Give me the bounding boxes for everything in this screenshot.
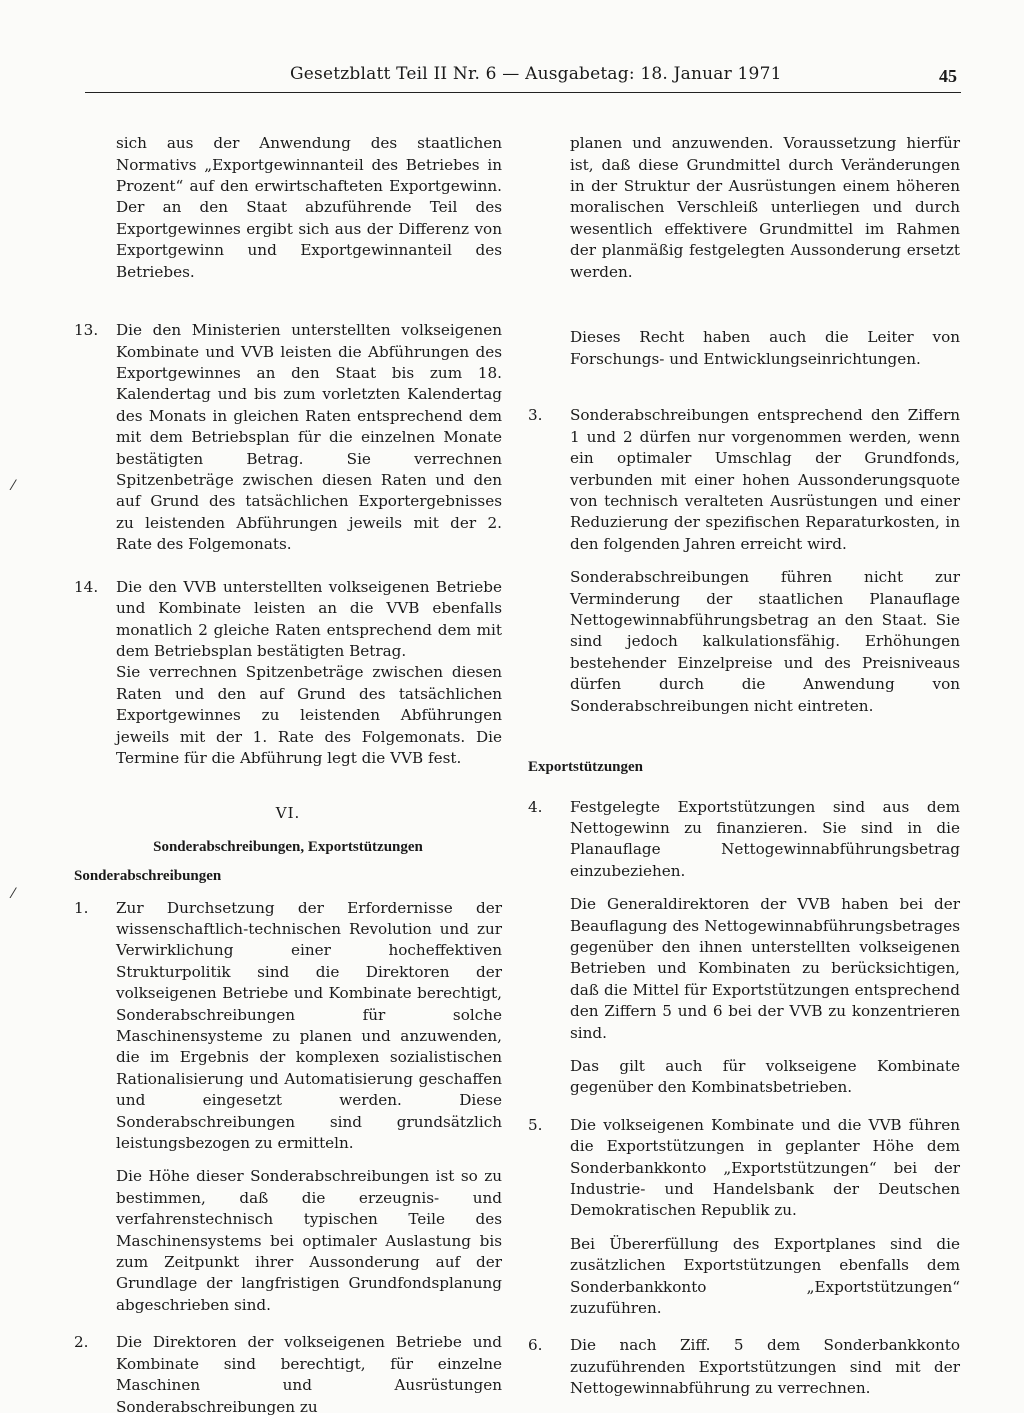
continued-paragraph-2: Dieses Recht haben auch die Leiter von Forschungs- und Entwicklungseinrichtungen. bbox=[570, 328, 960, 368]
item-number: 2. bbox=[74, 1333, 89, 1352]
header-title: Gesetzblatt Teil II Nr. 6 — Ausgabetag: 18. Januar 1971 bbox=[290, 64, 782, 84]
margin-pencil-mark: ⁄ bbox=[12, 478, 15, 494]
item-text: Die nach Ziff. 5 dem Sonderbankkonto zuzuführenden Exportstützungen sind mit der Nettogewinnabführung zu verrechnen. bbox=[570, 1336, 960, 1398]
item-2 bbox=[74, 1332, 502, 1418]
item-number: 1. bbox=[74, 898, 89, 917]
item-4 bbox=[528, 797, 960, 1099]
item-number: 13. bbox=[74, 321, 99, 340]
subheading-sonderabschreibungen: Sonderabschreibungen bbox=[74, 868, 222, 885]
item-text-continued: Sonderabschreibungen führen nicht zur Verminderung der staatlichen Planauflage Nettogewinnabführungsbetrag an den Staat. Sie sind jedoch kalkulationsfähig. Erhöhungen bestehender Einzelpreise und des Preisniveaus dürfen durch die Anwendung von Sonderabschreibungen nicht eintreten. bbox=[570, 568, 960, 715]
intro-paragraph: sich aus der Anwendung des staatlichen Normativs „Exportgewinnanteil des Betriebes in Prozent“ auf den erwirtschafteten Exportgewinn. Der an den Staat abzuführende Teil des Exportgewinnes ergibt sich aus der Differenz von Exportgewinn und Exportgewinnanteil des Betriebes. bbox=[116, 134, 502, 281]
header-rule bbox=[85, 92, 961, 93]
item-text-continued-2: Das gilt auch für volkseigene Kombinate gegenüber den Kombinatsbetrieben. bbox=[570, 1056, 960, 1097]
item-text: Die Direktoren der volkseigenen Betriebe und Kombinate sind berechtigt, für einzelne Maschinen und Ausrüstungen Sonderabschreibungen zu bbox=[116, 1333, 502, 1416]
section-number: VI. bbox=[275, 804, 301, 823]
item-text: Sonderabschreibungen entsprechend den Ziffern 1 und 2 dürfen nur vorgenommen werden, wenn ein optimaler Umschlag der Grundfonds, verbunden mit einer hohen Aussonderungsquote von technisch veralteten Ausrüstungen und einer Reduzierung der spezifischen Reparaturkosten, in den folgenden Jahren erreicht wird. bbox=[570, 406, 960, 553]
item-text: Die volkseigenen Kombinate und die VVB führen die Exportstützungen in geplanter Höhe dem Sonderbankkonto „Exportstützungen“ bei der Industrie- und Handelsbank der Deutschen Demokratischen Republik zu. bbox=[570, 1115, 960, 1220]
margin-pencil-mark: ⁄ bbox=[12, 886, 15, 902]
item-6 bbox=[528, 1335, 960, 1399]
item-text: Die den Ministerien unterstellten volkseigenen Kombinate und VVB leisten die Abführungen des Exportgewinnes an den Staat bis zum 18. Kalendertag und bis zum vorletzten Kalendertag des Monats in gleichen Raten entsprechend dem mit dem Betriebsplan für die einzelnen Monate bestätigten Betrag. Sie verrechnen Spitzenbeträge zwischen diesen Raten und den auf Grund des tatsächlichen Exportergebnisses zu leistenden Abführungen jeweils mit der 2. Rate des Folgemonats. bbox=[116, 321, 502, 554]
right-column bbox=[528, 118, 960, 1400]
item-text-continued: Sie verrechnen Spitzenbeträge zwischen diesen Raten und den auf Grund des tatsächlichen Exportgewinnes zu leistenden Abführungen jeweils mit der 1. Rate des Folgemonats. Die Termine für die Abführung legt die VVB fest. bbox=[116, 663, 502, 767]
item-text: Die den VVB unterstellten volkseigenen Betriebe und Kombinate leisten an die VVB ebenfalls monatlich 2 gleiche Raten entsprechend dem mit dem Betriebsplan bestätigten Betrag. bbox=[116, 577, 502, 660]
item-3 bbox=[528, 405, 960, 717]
item-14 bbox=[74, 577, 502, 770]
item-number: 14. bbox=[74, 577, 99, 596]
item-number: 4. bbox=[528, 797, 543, 816]
item-text-continued: Die Generaldirektoren der VVB haben bei der Beauflagung des Nettogewinnabführungsbetrages gegenüber den ihnen unterstellten volkseigenen Betrieben und Kombinaten zu berücksichtigen, daß die Mittel für Exportstützungen entsprechend den Ziffern 5 und 6 bei der VVB zu konzentrieren sind. bbox=[570, 895, 960, 1042]
item-5 bbox=[528, 1115, 960, 1320]
item-text: Festgelegte Exportstützungen sind aus dem Nettogewinn zu finanzieren. Sie sind in die Planauflage Nettogewinnabführungsbetrag einzubeziehen. bbox=[570, 797, 960, 880]
item-number: 5. bbox=[528, 1115, 543, 1134]
continued-paragraph: planen und anzuwenden. Voraussetzung hierfür ist, daß diese Grundmittel durch Veränderungen in der Struktur der Ausrüstungen einem höheren moralischen Verschleiß unterliegen und durch wesentlich effektivere Grundmittel im Rahmen der planmäßig festgelegten Aussonderung ersetzt werden. bbox=[570, 134, 960, 281]
page-number: 45 bbox=[939, 66, 957, 86]
section-title: Sonderabschreibungen, Exportstützungen bbox=[153, 838, 423, 855]
left-column bbox=[74, 118, 502, 1418]
item-number: 3. bbox=[528, 406, 543, 425]
page-header bbox=[85, 62, 965, 92]
item-text: Zur Durchsetzung der Erfordernisse der wissenschaftlich-technischen Revolution und zur Verwirklichung einer hocheffektiven Strukturpolitik sind die Direktoren der volkseigenen Betriebe und Kombinate berechtigt, Sonderabschreibungen für solche Maschinensysteme zu planen und anzuwenden, die im Ergebnis der komplexen sozialistischen Rationalisierung und Automatisierung geschaffen und eingesetzt werden. Diese Sonderabschreibungen sind grundsätzlich leistungsbezogen zu ermitteln. bbox=[116, 898, 502, 1153]
item-number: 6. bbox=[528, 1336, 543, 1355]
item-text-continued: Die Höhe dieser Sonderabschreibungen ist so zu bestimmen, daß die erzeugnis- und verfahrenstechnisch typischen Teile des Maschinensystems bei optimaler Auslastung bis zum Zeitpunkt ihrer Aussonderung auf der Grundlage der langfristigen Grundfondsplanung abgeschrieben sind. bbox=[116, 1167, 502, 1314]
item-1 bbox=[74, 898, 502, 1317]
subheading-exportstuetzungen: Exportstützungen bbox=[528, 759, 644, 776]
item-text-continued: Bei Übererfüllung des Exportplanes sind die zusätzlichen Exportstützungen ebenfalls dem Sonderbankkonto „Exportstützungen“ zuzuführen. bbox=[570, 1234, 960, 1318]
item-13 bbox=[74, 320, 502, 555]
